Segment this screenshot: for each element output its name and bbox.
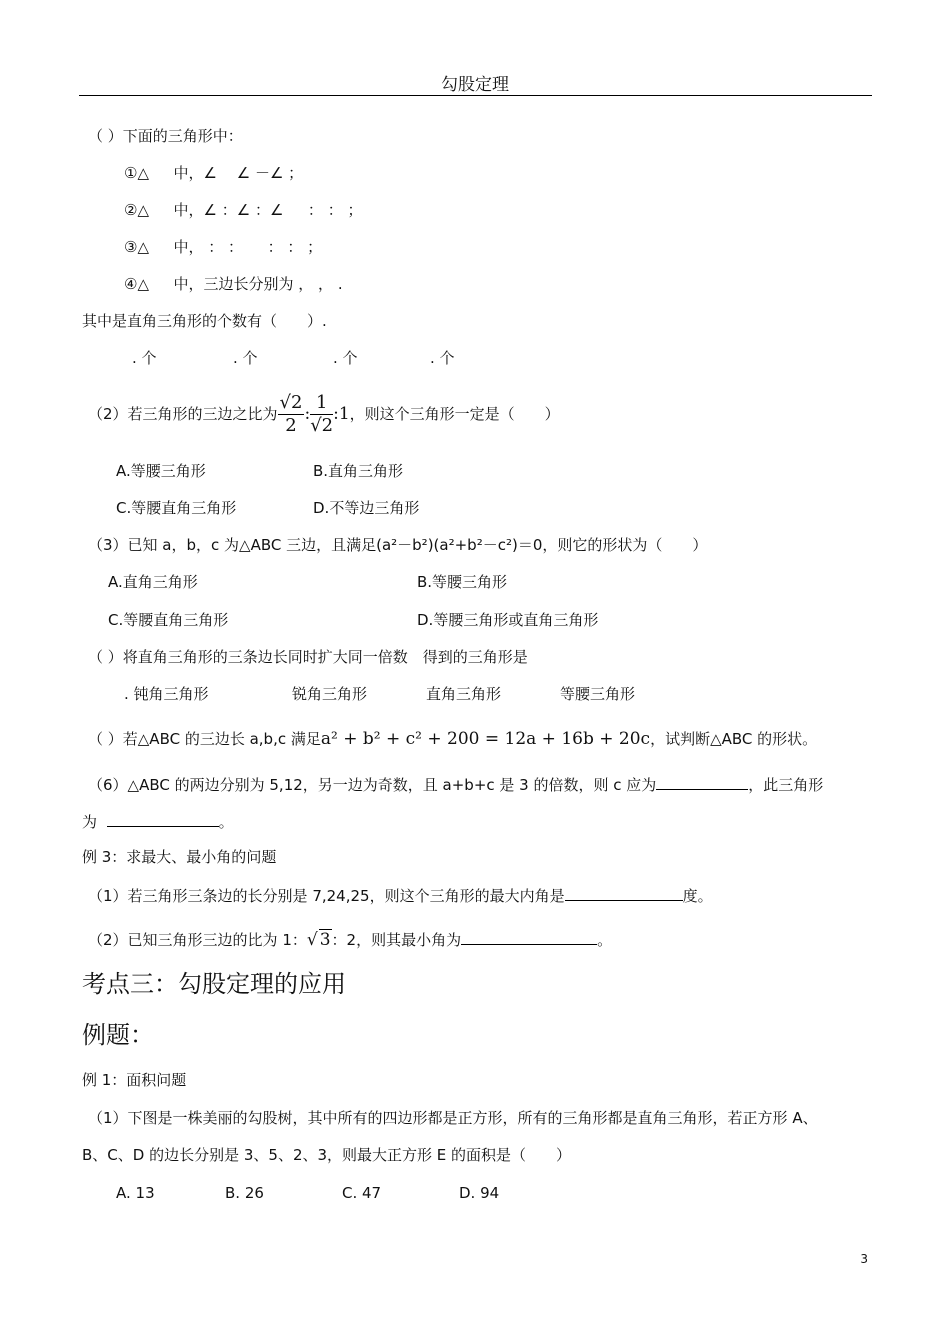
q1-option-d: . 个 [430, 349, 455, 367]
q2-frac2-den: √2 [310, 415, 334, 436]
ex3-q2-prefix: （2）已知三角形三边的比为 1： [88, 931, 307, 949]
q4-option-a: . 钝角三角形 [124, 685, 209, 703]
ex3-q2-mid: ：2，则其最小角为 [331, 931, 462, 949]
ex3-title: 例 3：求最大、最小角的问题 [82, 848, 277, 866]
q3-option-a: A.直角三角形 [108, 573, 198, 591]
q2-line [88, 388, 560, 440]
section-subtitle: 例题： [82, 1021, 154, 1049]
q1-item-3: ③△ 中， ： ： ： ： ； [124, 238, 323, 256]
q6-text-1: （6）△ABC 的两边分别为 5,12，另一边为奇数，且 a+b+c 是 3 的倍数，则 c 应为 [88, 776, 657, 794]
q2-option-d: D.不等边三角形 [313, 499, 420, 517]
q4-text: （ ）将直角三角形的三条边长同时扩大同一倍数 得到的三角形是 [88, 648, 528, 666]
q6-text-1-tail: ，此三角形 [748, 776, 824, 794]
q5-prefix: （ ）若△ABC 的三边长 a,b,c 满足 [88, 730, 321, 748]
ex3-q2-answer-blank[interactable] [461, 928, 597, 945]
ex1-option-c: C. 47 [342, 1184, 382, 1202]
q5-suffix: ，试判断△ABC 的形状。 [650, 730, 818, 748]
ex3-q2-sqrt-value: 3 [319, 930, 331, 950]
ex3-q2-tail: 。 [597, 931, 613, 949]
q3-option-b: B.等腰三角形 [417, 573, 508, 591]
q4-option-b: 锐角三角形 [292, 685, 368, 703]
ex1-line-2: B、C、D 的边长分别是 3、5、2、3，则最大正方形 E 的面积是（ ） [82, 1146, 572, 1164]
ex3-q1-tail: 度。 [682, 887, 713, 905]
q1-prefix: （ ）下面的三角形中： [88, 127, 243, 145]
q1-question: 其中是直角三角形的个数有（ ）. [82, 312, 327, 330]
q1-item-2: ②△ 中，∠ ：∠ ：∠ ： ： ； [124, 201, 363, 219]
ex1-option-b: B. 26 [225, 1184, 264, 1202]
q3-option-c: C.等腰直角三角形 [108, 611, 229, 629]
q6-text-2-tail: 。 [218, 813, 234, 831]
q6-text-2: 为 [82, 813, 98, 831]
q2-option-b: B.直角三角形 [313, 462, 404, 480]
q1-item-4: ④△ 中，三边长分别为 ， ， . [124, 275, 343, 293]
ex1-option-d: D. 94 [459, 1184, 500, 1202]
q3-option-d: D.等腰三角形或直角三角形 [417, 611, 599, 629]
q1-item-1: ①△ 中，∠ ∠ －∠ ； [124, 164, 304, 182]
ex3-q1-line [88, 884, 713, 906]
q1-option-c: . 个 [333, 349, 358, 367]
q4-option-d: 等腰三角形 [560, 685, 636, 703]
q6-line-2 [82, 810, 234, 832]
q5-formula: a² + b² + c² + 200 = 12a + 16b + 20c [320, 729, 651, 749]
ex3-q2-sqrt-sign: √ [306, 930, 318, 950]
q2-colon: : [304, 404, 311, 424]
ex3-q1-answer-blank[interactable] [565, 884, 683, 901]
ex3-q2-line [88, 928, 612, 950]
q5-line [88, 729, 817, 749]
q2-option-c: C.等腰直角三角形 [116, 499, 237, 517]
page-number: 3 [860, 1252, 868, 1266]
page-header-title: 勾股定理 [441, 75, 509, 95]
ex1-line-1: （1）下图是一株美丽的勾股树，其中所有的四边形都是正方形，所有的三角形都是直角三角形，若正方形 A、 [88, 1109, 818, 1127]
q1-option-b: . 个 [233, 349, 258, 367]
q2-fraction-2 [310, 392, 333, 437]
ex1-title: 例 1：面积问题 [82, 1071, 187, 1089]
q2-frac2-num: 1 [310, 392, 333, 415]
q3-text: （3）已知 a，b，c 为△ABC 三边，且满足(a²－b²)(a²+b²－c²)＝0，则它的形状为（ ） [88, 536, 708, 554]
q2-frac1-den: 2 [285, 415, 297, 436]
header-rule [79, 95, 872, 96]
q2-prefix: （2）若三角形的三边之比为 [88, 405, 278, 423]
q6-answer-blank-c[interactable] [656, 773, 748, 790]
q6-line-1 [88, 773, 823, 795]
q1-option-a: . 个 [132, 349, 157, 367]
section-title: 考点三：勾股定理的应用 [82, 970, 346, 998]
q2-frac1-num: √2 [279, 392, 303, 413]
q4-option-c: 直角三角形 [426, 685, 502, 703]
ex3-q1-text: （1）若三角形三条边的长分别是 7,24,25，则这个三角形的最大内角是 [88, 887, 565, 905]
ex1-option-a: A. 13 [116, 1184, 155, 1202]
q6-answer-blank-shape[interactable] [107, 810, 219, 827]
q2-option-a: A.等腰三角形 [116, 462, 206, 480]
q2-ratio-tail: :1 [333, 404, 350, 424]
q2-fraction-1 [278, 392, 305, 437]
q2-suffix: ，则这个三角形一定是（ ） [349, 405, 560, 423]
